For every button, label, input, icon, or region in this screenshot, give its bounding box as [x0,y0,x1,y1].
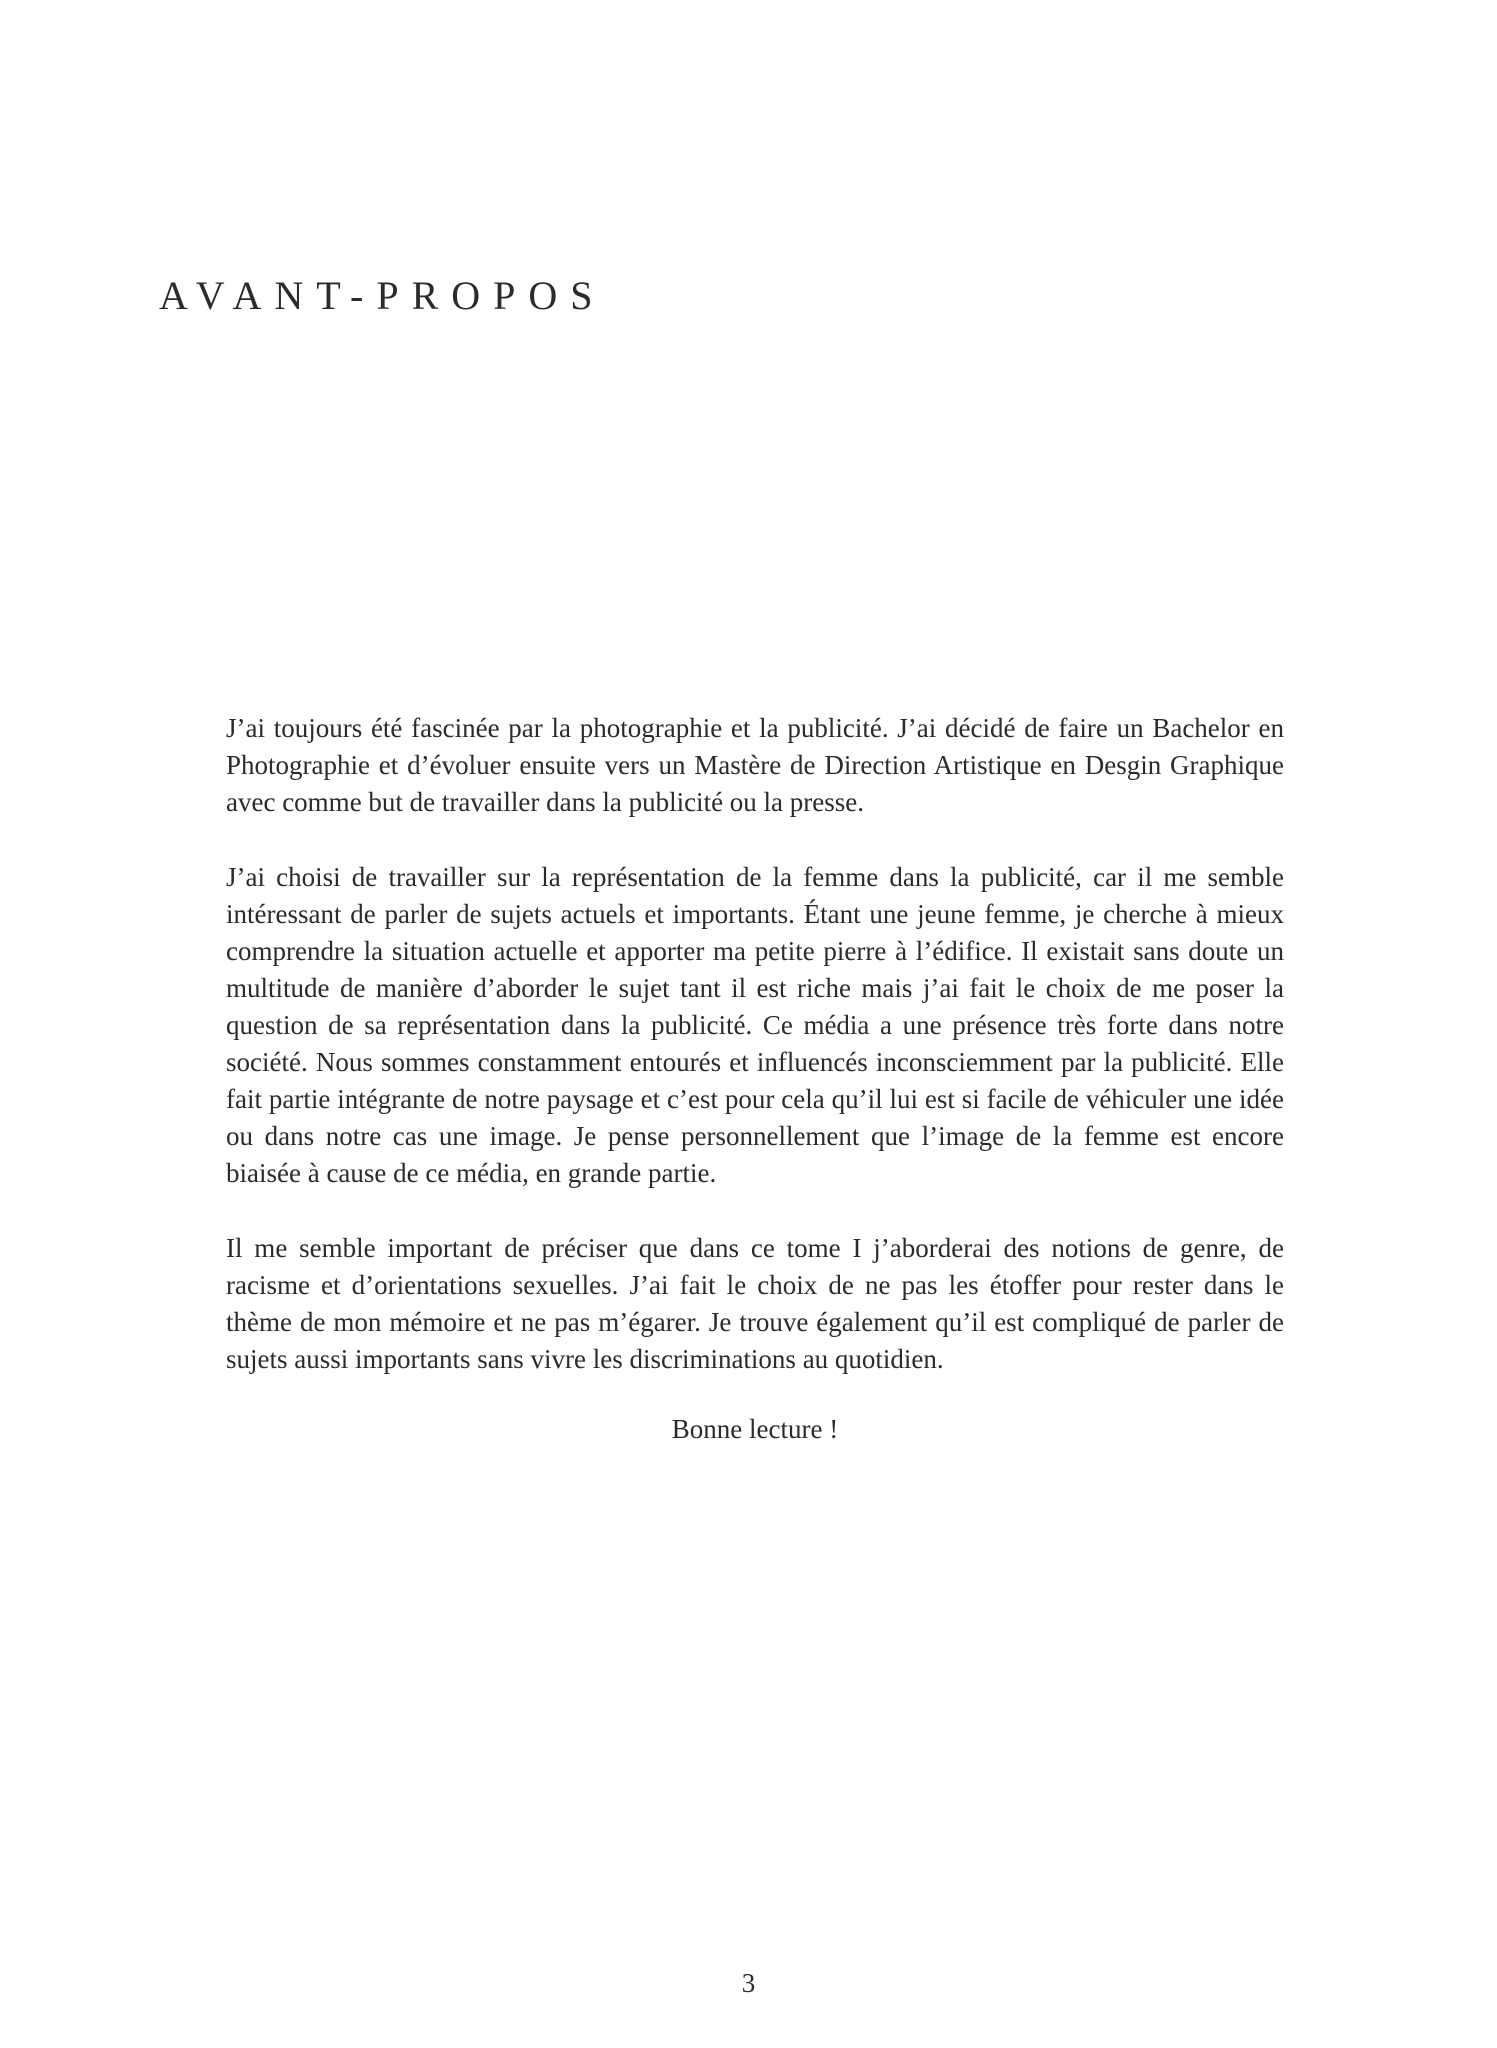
page-number: 3 [741,1968,756,1998]
paragraph-subject-choice: J’ai choisi de travailler sur la représentation de la femme dans la publicité, car il me semble intéressant de parler de sujets actuels et importants. Étant une jeune femme, je cherche à mieux comprendre la situation actuelle et apporter ma petite pierre à l’édifice. Il existait sans doute un multitude de manière d’aborder le sujet tant il est riche mais j’ai fait le choix de me poser la question de sa représentation dans la publicité. Ce média a une présence très forte dans notre société. Nous sommes constamment entourés et influencés inconsciemment par la publicité. Elle fait partie intégrante de notre paysage et c’est pour cela qu’il lui est si facile de véhiculer une idée ou dans notre cas une image. Je pense personnellement que l’image de la femme est encore biaisée à cause de ce média, en grande partie. [226,862,1284,1188]
body-text [226,710,1284,1448]
page-title: AVANT-PROPOS [159,273,606,318]
paragraph-scope-note: Il me semble important de préciser que dans ce tome I j’aborderai des notions de genre, de racisme et d’orientations sexuelles. J’ai fait le choix de ne pas les étoffer pour rester dans le thème de mon mémoire et ne pas m’égarer. Je trouve également qu’il est compliqué de parler de sujets aussi importants sans vivre les discriminations au quotidien. [226,1233,1284,1374]
paragraph-intro: J’ai toujours été fascinée par la photographie et la publicité. J’ai décidé de faire un Bachelor en Photographie et d’évoluer ensuite vers un Mastère de Direction Artistique en Desgin Graphique avec comme but de travailler dans la publicité ou la presse. [226,713,1284,817]
closing-line: Bonne lecture ! [671,1414,839,1444]
